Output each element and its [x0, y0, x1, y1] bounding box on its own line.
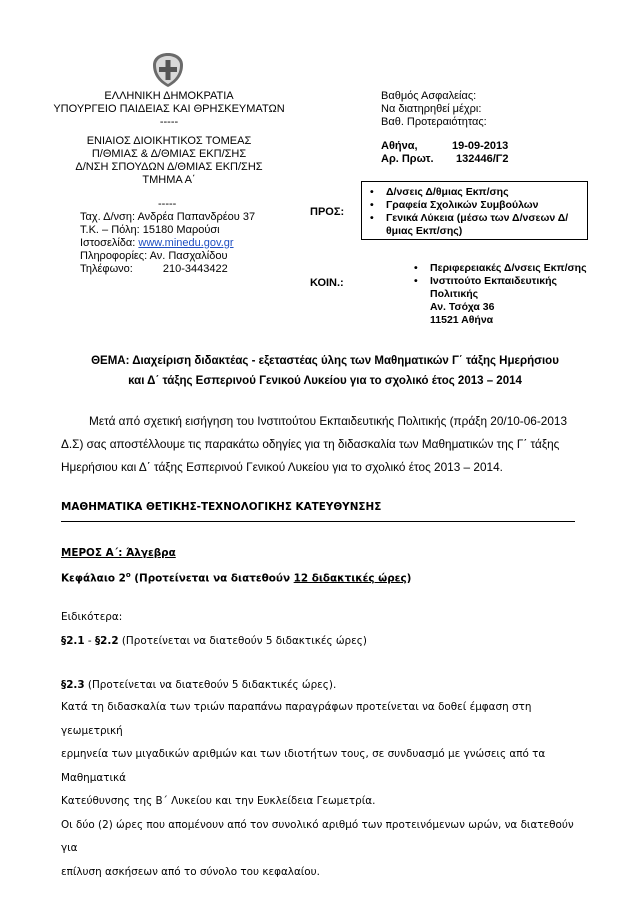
separator: -----: [158, 198, 177, 210]
website-link[interactable]: www.minedu.gov.gr: [138, 237, 234, 249]
paragraph-2-1-line: [61, 635, 367, 647]
body-line: επίλυση ασκήσεων από το σύνολο του κεφαλαίου.: [61, 865, 320, 878]
protocol-label: Αρ. Πρωτ.: [381, 153, 434, 165]
place: Αθήνα,: [381, 140, 418, 152]
part-heading: ΜΕΡΟΣ Α΄: Άλγεβρα: [61, 547, 176, 559]
recipient-item: • Δ/νσεις Δ/θμιας Εκπ/σης: [362, 186, 587, 199]
cc-item-name: • Ινστιτούτο Εκπαιδευτικής Πολιτικής: [430, 275, 557, 300]
hours-note: (Προτείνεται να διατεθούν 5 διδακτικές ώρες).: [84, 679, 337, 691]
subject-line-2: και Δ΄ τάξης Εσπερινού Γενικού Λυκείου για το σχολικό έτος 2013 – 2014: [128, 375, 522, 387]
body-line: Κατεύθυνσης της Β΄ Λυκείου και την Ευκλείδεια Γεωμετρία.: [61, 795, 376, 807]
specifically-label: Ειδικότερα:: [61, 611, 123, 623]
recipients-list: [362, 186, 587, 238]
dash: -: [84, 635, 95, 647]
chapter-note-end: ): [406, 572, 412, 585]
hours-note: (Προτείνεται να διατεθούν 5 διδακτικές ώρες): [118, 635, 367, 647]
date-protocol-block: [381, 140, 581, 166]
postal-code: Τ.Κ. – Πόλη: 15180 Μαρούσι: [80, 224, 220, 236]
cc-list: [406, 262, 606, 327]
cc-item: • Περιφερειακές Δ/νσεις Εκπ/σης: [406, 262, 606, 275]
phone-label: Τηλέφωνο:: [80, 263, 133, 275]
cc-address-street: Αν. Τσόχα 36: [430, 301, 495, 313]
body-line: Οι δύο (2) ώρες που απομένουν από τον συνολικό αριθμό των προτεινόμενων ωρών, να διατεθούν για: [61, 818, 574, 854]
classification-block: [381, 90, 581, 129]
greek-coat-of-arms-icon: [151, 52, 185, 88]
retention: Να διατηρηθεί μέχρι:: [381, 103, 482, 115]
cc-item: [406, 275, 606, 327]
republic-title: ΕΛΛΗΝΙΚΗ ΔΗΜΟΚΡΑΤΙΑ: [104, 90, 234, 102]
directorate: Δ/ΝΣΗ ΣΠΟΥΔΩΝ Δ/ΘΜΙΑΣ ΕΚΠ/ΣΗΣ: [75, 161, 263, 173]
paragraph-ref: §2.2: [94, 635, 119, 647]
sector-title: ΕΝΙΑΙΟΣ ΔΙΟΙΚΗΤΙΚΟΣ ΤΟΜΕΑΣ: [86, 135, 252, 147]
intro-paragraph: [61, 410, 575, 479]
cc-address-city: 11521 Αθήνα: [430, 314, 494, 326]
subject-line-1: ΘΕΜΑ: Διαχείριση διδακτέας - εξεταστέας ύλης των Μαθηματικών Γ΄ τάξης Ημερήσιου: [91, 355, 559, 367]
body-line: Κατά τη διδασκαλία των τριών παραπάνω παραγράφων προτείνεται να δοθεί έμφαση στη γεωμετρική: [61, 701, 532, 737]
intro-line: Μετά από σχετική εισήγηση του Ινστιτούτου Εκπαιδευτικής Πολιτικής (πράξη 20/10-06-2013: [89, 414, 568, 428]
chapter-note: (Προτείνεται να διατεθούν: [130, 572, 294, 585]
phone-line: [80, 263, 300, 276]
website-line: [80, 237, 300, 250]
body-line: ερμηνεία των μιγαδικών αριθμών και των ιδιοτήτων τους, σε συνδυασμό με γνώσεις από τα Μαθηματικά: [61, 748, 546, 784]
department-block: [50, 135, 288, 187]
priority-level: Βαθ. Προτεραιότητας:: [381, 116, 487, 128]
chapter-superscript: ο: [125, 571, 131, 579]
phone-number: 210-3443422: [162, 263, 228, 275]
website-label: Ιστοσελίδα:: [80, 237, 139, 249]
protocol-number: 132446/Γ2: [456, 153, 509, 165]
security-level: Βαθμός Ασφαλείας:: [381, 90, 477, 102]
chapter-title: Κεφάλαιο 2: [61, 572, 126, 585]
chapter-heading: [61, 571, 411, 584]
chapter-hours: 12 διδακτικές ώρες: [293, 572, 407, 585]
subject: [70, 351, 580, 391]
separator: -----: [159, 116, 179, 128]
paragraph-ref: §2.3: [61, 679, 85, 691]
section-name: ΤΜΗΜΑ Α΄: [142, 174, 196, 186]
recipients-box: [361, 181, 588, 240]
intro-line: Δ.Σ) σας αποστέλλουμε τις παρακάτω οδηγίες για τη διδασκαλία των Μαθηματικών της Γ΄ τάξης: [61, 437, 560, 451]
section-heading: ΜΑΘΗΜΑΤΙΚΑ ΘΕΤΙΚΗΣ-ΤΕΧΝΟΛΟΓΙΚΗΣ ΚΑΤΕΥΘΥΝΣΗΣ: [61, 501, 382, 513]
recipient-item: • Γραφεία Σχολικών Συμβούλων: [362, 199, 587, 212]
cc-label: ΚΟΙΝ.:: [310, 277, 344, 289]
paragraph-2-3-line: [61, 679, 336, 691]
contact-block: [80, 211, 300, 276]
divider: [61, 521, 575, 522]
address: Ταχ. Δ/νση: Ανδρέα Παπανδρέου 37: [80, 211, 256, 223]
recipient-item: • Γενικά Λύκεια (μέσω των Δ/νσεων Δ/θμιας Εκπ/σης): [362, 212, 587, 238]
body-paragraph: [61, 696, 581, 884]
date: 19-09-2013: [452, 140, 509, 152]
education-level: Π/ΘΜΙΑΣ & Δ/ΘΜΙΑΣ ΕΚΠ/ΣΗΣ: [91, 148, 247, 160]
contact-person: Πληροφορίες: Αν. Πασχαλίδου: [80, 250, 228, 262]
ministry-title: ΥΠΟΥΡΓΕΙΟ ΠΑΙΔΕΙΑΣ ΚΑΙ ΘΡΗΣΚΕΥΜΑΤΩΝ: [53, 103, 285, 115]
header-left-block: [50, 90, 288, 129]
paragraph-ref: §2.1: [61, 635, 85, 647]
to-label: ΠΡΟΣ:: [310, 206, 345, 218]
intro-line: Ημερήσιου και Δ΄ τάξης Εσπερινού Γενικού Λυκείου για το σχολικό έτος 2013 – 2014.: [61, 460, 503, 474]
